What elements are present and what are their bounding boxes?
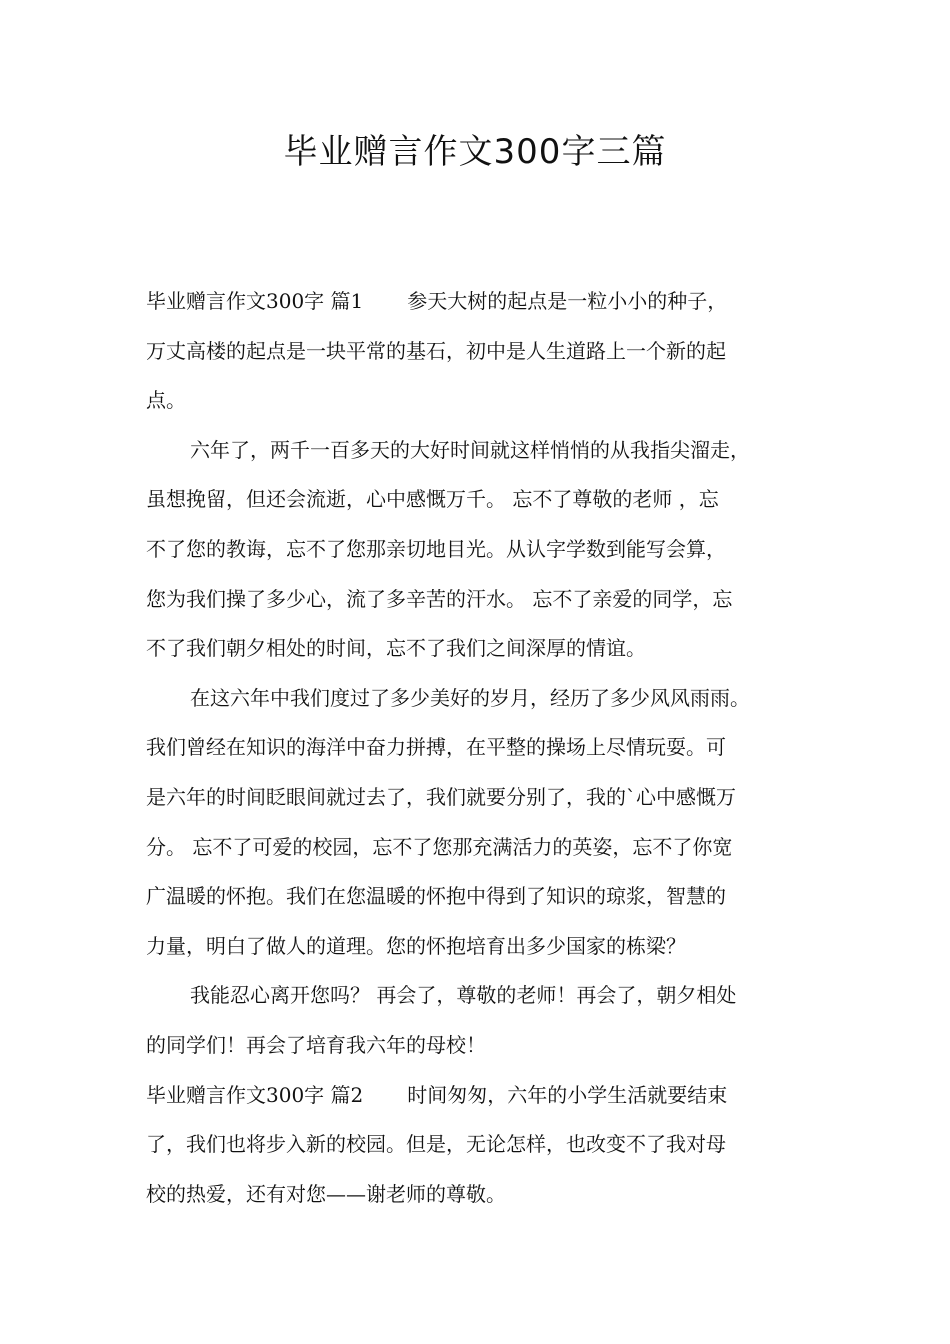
paragraph-first-line: 我能忍心离开您吗？ 再会了，尊敬的老师！再会了，朝夕相处 bbox=[190, 983, 737, 1008]
document-body bbox=[146, 277, 811, 1219]
paragraph-first-line: 六年了，两千一百多天的大好时间就这样悄悄的从我指尖溜走， bbox=[190, 437, 750, 462]
document-title: 毕业赠言作文300字三篇 bbox=[283, 132, 667, 172]
paragraph-line: 分。 忘不了可爱的校园，忘不了您那充满活力的英姿，忘不了你宽 bbox=[146, 834, 733, 859]
section-label: 毕业赠言作文300字 篇1 bbox=[146, 289, 364, 313]
paragraph-first-line: 在这六年中我们度过了多少美好的岁月，经历了多少风风雨雨。 bbox=[190, 685, 750, 710]
paragraph-line: 是六年的时间眨眼间就过去了，我们就要分别了，我的`心中感慨万 bbox=[146, 784, 736, 809]
paragraph-line: 万丈高楼的起点是一块平常的基石，初中是人生道路上一个新的起 bbox=[146, 338, 726, 363]
paragraph-line: 点。 bbox=[146, 388, 186, 413]
paragraph-text: 参天大树的起点是一粒小小的种子， bbox=[407, 289, 728, 313]
paragraph-line: 的同学们！再会了培育我六年的母校！ bbox=[146, 1032, 486, 1057]
paragraph-line: 广温暖的怀抱。我们在您温暖的怀抱中得到了知识的琼浆，智慧的 bbox=[146, 884, 726, 909]
paragraph-line: 不了您的教诲，忘不了您那亲切地目光。从认字学数到能写会算， bbox=[146, 536, 726, 561]
paragraph-line: 不了我们朝夕相处的时间，忘不了我们之间深厚的情谊。 bbox=[146, 636, 646, 661]
section-heading-line bbox=[146, 1071, 811, 1121]
paragraph-line: 我们曾经在知识的海洋中奋力拼搏，在平整的操场上尽情玩耍。可 bbox=[146, 735, 726, 760]
paragraph-line: 力量，明白了做人的道理。您的怀抱培育出多少国家的栋梁？ bbox=[146, 933, 686, 958]
section-label: 毕业赠言作文300字 篇2 bbox=[146, 1082, 364, 1107]
paragraph-line: 校的热爱，还有对您——谢老师的尊敬。 bbox=[146, 1181, 506, 1206]
paragraph-line: 您为我们操了多少心，流了多辛苦的汗水。 忘不了亲爱的同学，忘 bbox=[146, 586, 733, 611]
paragraph-line: 了，我们也将步入新的校园。但是，无论怎样，也改变不了我对母 bbox=[146, 1132, 726, 1157]
paragraph-line: 虽想挽留，但还会流逝，心中感慨万千。 忘不了尊敬的老师 ，忘 bbox=[146, 487, 719, 512]
section-heading-line bbox=[146, 277, 811, 327]
paragraph-text: 时间匆匆，六年的小学生活就要结束 bbox=[407, 1082, 728, 1107]
